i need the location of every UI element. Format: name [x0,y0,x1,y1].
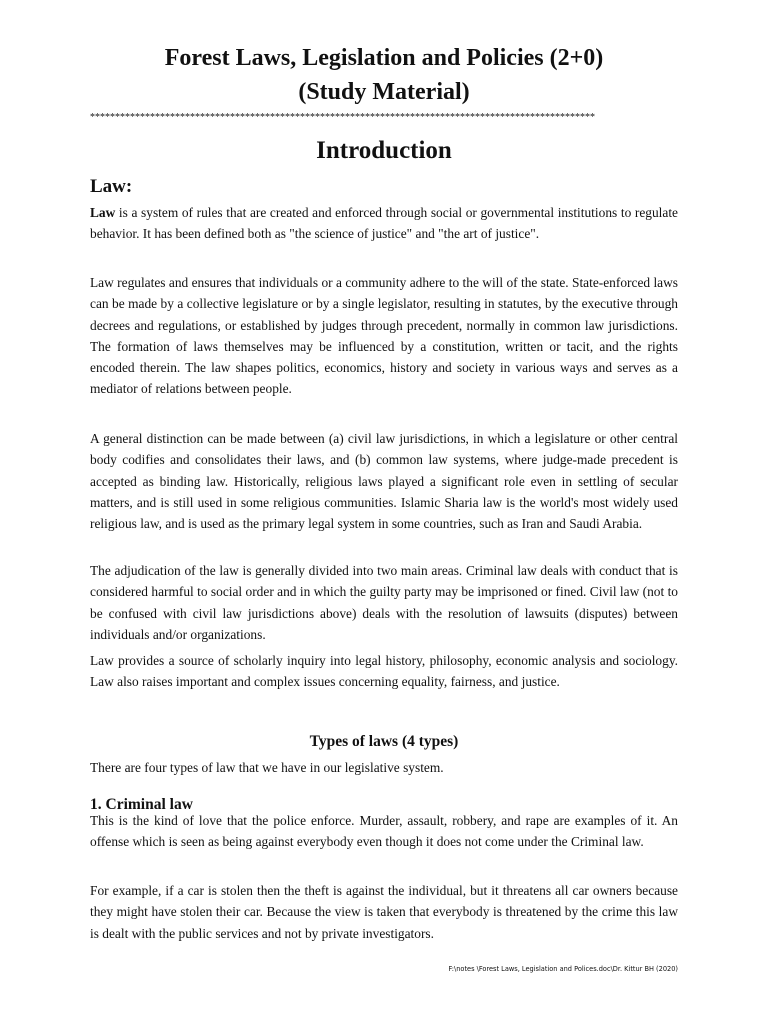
heading-criminal-law: 1. Criminal law [90,796,193,813]
paragraph-adjudication: The adjudication of the law is generally divided into two main areas. Criminal law deals with conduct that is considered harmful to social order and in which the guilty party may be imprisoned or fined. Civil law (not to be confused with civil law jurisdictions above) deals with the resolution of lawsuits (disputes) between individuals and/or organizations. [90,563,678,642]
document-subtitle: (Study Material) [298,79,470,105]
separator-line: ***************************************************************************************************** [90,112,595,123]
paragraph-general-distinction: A general distinction can be made between (a) civil law jurisdictions, in which a legislature or other central body codifies and consolidates their laws, and (b) common law systems, where judge-made precedent is accepted as binding law. Historically, religious laws played a significant role even in settling of secular matters, and is still used in some religious communities. Islamic Sharia law is the world's most widely used religious law, and is used as the primary legal system in some countries, such as Iran and Saudi Arabia. [90,431,678,532]
heading-law: Law: [90,176,133,197]
paragraph-law-definition [90,202,678,245]
law-term: Law [90,205,116,220]
paragraph-example: For example, if a car is stolen then the theft is against the individual, but it threatens all car owners because they might have stolen their car. Because the view is taken that everybody is threatened by the crime this law is dealt with the public services and not by private investigators. [90,883,678,941]
paragraph-criminal-law: This is the kind of love that the police enforce. Murder, assault, robbery, and rape are examples of it. An offense which is seen as being against everybody even though it does not come under the Criminal law. [90,813,678,850]
footer-path: F:\notes \Forest Laws, Legislation and Polices.doc\Dr. Kittur BH (2020) [448,965,678,973]
law-definition-text: is a system of rules that are created and enforced through social or governmental institutions to regulate behavior. It has been defined both as "the science of justice" and "the art of justice". [90,205,678,242]
paragraph-law-regulation: Law regulates and ensures that individuals or a community adhere to the will of the state. State-enforced laws can be made by a collective legislature or by a single legislator, resulting in statutes, by the executive through decrees and regulations, or established by judges through precedent, normally in common law jurisdictions. The formation of laws themselves may be influenced by a constitution, written or tacit, and the rights encoded therein. The law shapes politics, economics, history and society in various ways and serves as a mediator of relations between people. [90,275,678,397]
heading-introduction: Introduction [316,137,452,164]
document-title: Forest Laws, Legislation and Policies (2+0) [164,45,604,71]
paragraph-scholarly-inquiry: Law provides a source of scholarly inquiry into legal history, philosophy, economic analysis and sociology. Law also raises important and complex issues concerning equality, fairness, and justice. [90,653,678,690]
heading-types-of-laws: Types of laws (4 types) [309,733,459,750]
paragraph-four-types: There are four types of law that we have in our legislative system. [90,760,444,775]
